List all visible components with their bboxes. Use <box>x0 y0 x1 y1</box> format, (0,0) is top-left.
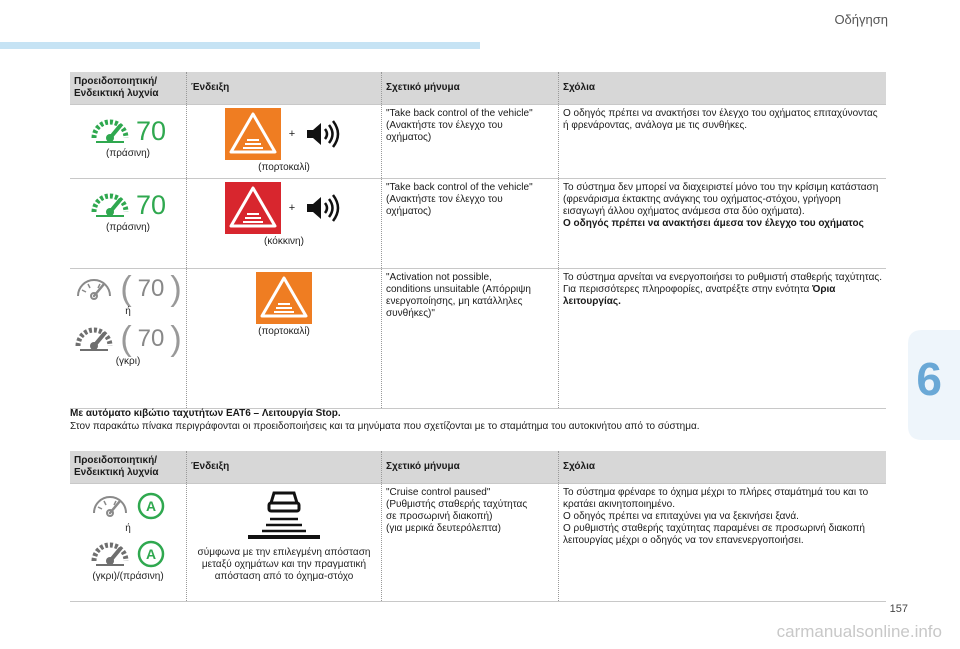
or-label: ή <box>125 306 131 317</box>
vehicle-distance-icon <box>244 487 324 541</box>
message-cell <box>382 484 559 602</box>
table-row <box>70 484 886 602</box>
table-row <box>70 269 886 409</box>
indication-caption: σύμφωνα με την επιλεγμένη απόσταση μεταξύ οχημάτων και την πραγματική απόσταση από το όχημα-στόχο <box>197 547 371 582</box>
message-text: "Take back control of the vehicle" (Ανακτήστε τον έλεγχο του οχήματος) <box>386 108 533 143</box>
message-text: "Activation not possible, conditions unsuitable (Απόρριψη ενεργοποίησης, μη κατάλληλες συνθήκες)" <box>386 272 531 319</box>
top-accent-bar <box>0 42 480 49</box>
speedometer-icon <box>90 539 130 569</box>
loudspeaker-icon <box>303 193 343 223</box>
indication-caption: (πορτοκαλί) <box>258 326 310 337</box>
comment-bold-text: Ο οδηγός πρέπει να ανακτήσει άμεσα τον έλεγχο του οχήματος <box>563 218 864 229</box>
table-row <box>70 105 886 179</box>
section-title: Οδήγηση <box>834 12 888 27</box>
lamp-caption: (γκρι)/(πράσινη) <box>92 571 164 582</box>
comment-bold-text: Όρια λειτουργίας. <box>563 284 836 307</box>
speedometer-outline-icon <box>74 274 114 304</box>
header-message: Σχετικό μήνυμα <box>382 451 559 484</box>
message-cell <box>382 269 559 409</box>
message-cell <box>382 105 559 179</box>
speed-value: 70 <box>137 275 165 302</box>
header-lamp: Προειδοποιητική/ Ενδεικτική λυχνία <box>70 72 187 105</box>
header-indication: Ένδειξη <box>187 451 382 484</box>
svg-text:A: A <box>145 546 157 562</box>
speedometer-icon <box>90 116 130 146</box>
lamp-caption: (πράσινη) <box>106 222 150 233</box>
warnings-table-1 <box>70 72 886 409</box>
section-heading: Με αυτόματο κιβώτιο ταχυτήτων EAT6 – Λειτουργία Stop. <box>70 408 341 419</box>
comment-cell <box>559 269 887 409</box>
lamp-caption: (πράσινη) <box>106 148 150 159</box>
page-number: 157 <box>889 603 908 615</box>
comment-text: Το σύστημα αρνείται να ενεργοποιήσει το ρυθμιστή σταθερής ταχύτητας. Για περισσότερες πληροφορίες, ανατρέξτε στην ενότητα <box>563 272 882 295</box>
message-text: "Cruise control paused" (Ρυθμιστής σταθερής ταχύτητας σε προσωρινή διακοπή) (για μερικά δευτερόλεπτα) <box>386 487 528 534</box>
speed-value: 70 <box>137 325 165 352</box>
message-cell <box>382 179 559 269</box>
adaptive-cruise-icon <box>136 539 166 569</box>
comment-cell <box>559 179 887 269</box>
warning-triangle-icon <box>225 182 281 234</box>
lamp-cell <box>70 484 187 602</box>
loudspeaker-icon <box>303 119 343 149</box>
chapter-number: 6 <box>916 353 942 405</box>
svg-text:A: A <box>145 498 157 514</box>
table-row <box>70 179 886 269</box>
comment-text: Το σύστημα δεν μπορεί να διαχειριστεί μόνο του την κρίσιμη κατάσταση (φρενάρισμα έκτακτης ανάγκης του οχήματος-στόχου, γρήγορη εισαγωγή άλλου οχήματος ανάμεσα στα δύο οχήματα). <box>563 182 879 217</box>
or-label: ή <box>125 523 131 534</box>
speedometer-icon <box>74 324 114 354</box>
indication-cell <box>187 269 382 409</box>
section-intro: Στον παρακάτω πίνακα περιγράφονται οι προειδοποιήσεις και τα μηνύματα που σχετίζονται με το σταμάτημα του αυτοκινήτου από το σύστημα. <box>70 421 700 432</box>
warning-triangle-icon <box>225 108 281 160</box>
comment-text: Το σύστημα φρέναρε το όχημα μέχρι το πλήρες σταμάτημά του και το κρατάει ακινητοποιημένο. Ο οδηγός πρέπει να επιταχύνει για να ξεκινήσει ξανά. Ο ρυθμιστής σταθερής ταχύτητας παραμένει σε προσωρινή διακοπή λειτουργίας μέχρι ο οδηγός να τον επανενεργοποιήσει. <box>563 487 869 546</box>
warning-triangle-icon <box>256 272 312 324</box>
header-comments: Σχόλια <box>559 451 887 484</box>
plus-sign: + <box>288 202 296 214</box>
adaptive-cruise-icon <box>136 491 166 521</box>
indication-cell <box>187 179 382 269</box>
plus-sign: + <box>288 128 296 140</box>
message-text: "Take back control of the vehicle" (Ανακτήστε τον έλεγχο του οχήματος) <box>386 182 533 217</box>
comment-cell <box>559 484 887 602</box>
header-lamp: Προειδοποιητική/ Ενδεικτική λυχνία <box>70 451 187 484</box>
lamp-cell: ( 70 ) ή ( 70 ) (γκρι) <box>70 269 187 409</box>
lamp-caption: (γκρι) <box>115 356 141 367</box>
watermark: carmanualsonline.info <box>776 622 942 641</box>
header-comments: Σχόλια <box>559 72 887 105</box>
indication-caption: (πορτοκαλί) <box>258 162 310 173</box>
lamp-cell <box>70 105 187 179</box>
comment-text: Ο οδηγός πρέπει να ανακτήσει τον έλεγχο του οχήματος επιταχύνοντας ή φρενάροντας, ανάλογα με τις συνθήκες. <box>563 108 878 131</box>
indication-cell <box>187 105 382 179</box>
header-indication: Ένδειξη <box>187 72 382 105</box>
warnings-table-2 <box>70 451 886 602</box>
indication-caption: (κόκκινη) <box>264 236 304 247</box>
speed-value: 70 <box>135 190 167 220</box>
lamp-cell <box>70 179 187 269</box>
header-message: Σχετικό μήνυμα <box>382 72 559 105</box>
speedometer-outline-icon <box>90 491 130 521</box>
comment-cell <box>559 105 887 179</box>
indication-cell <box>187 484 382 602</box>
speedometer-icon <box>90 190 130 220</box>
speed-value: 70 <box>135 116 167 146</box>
